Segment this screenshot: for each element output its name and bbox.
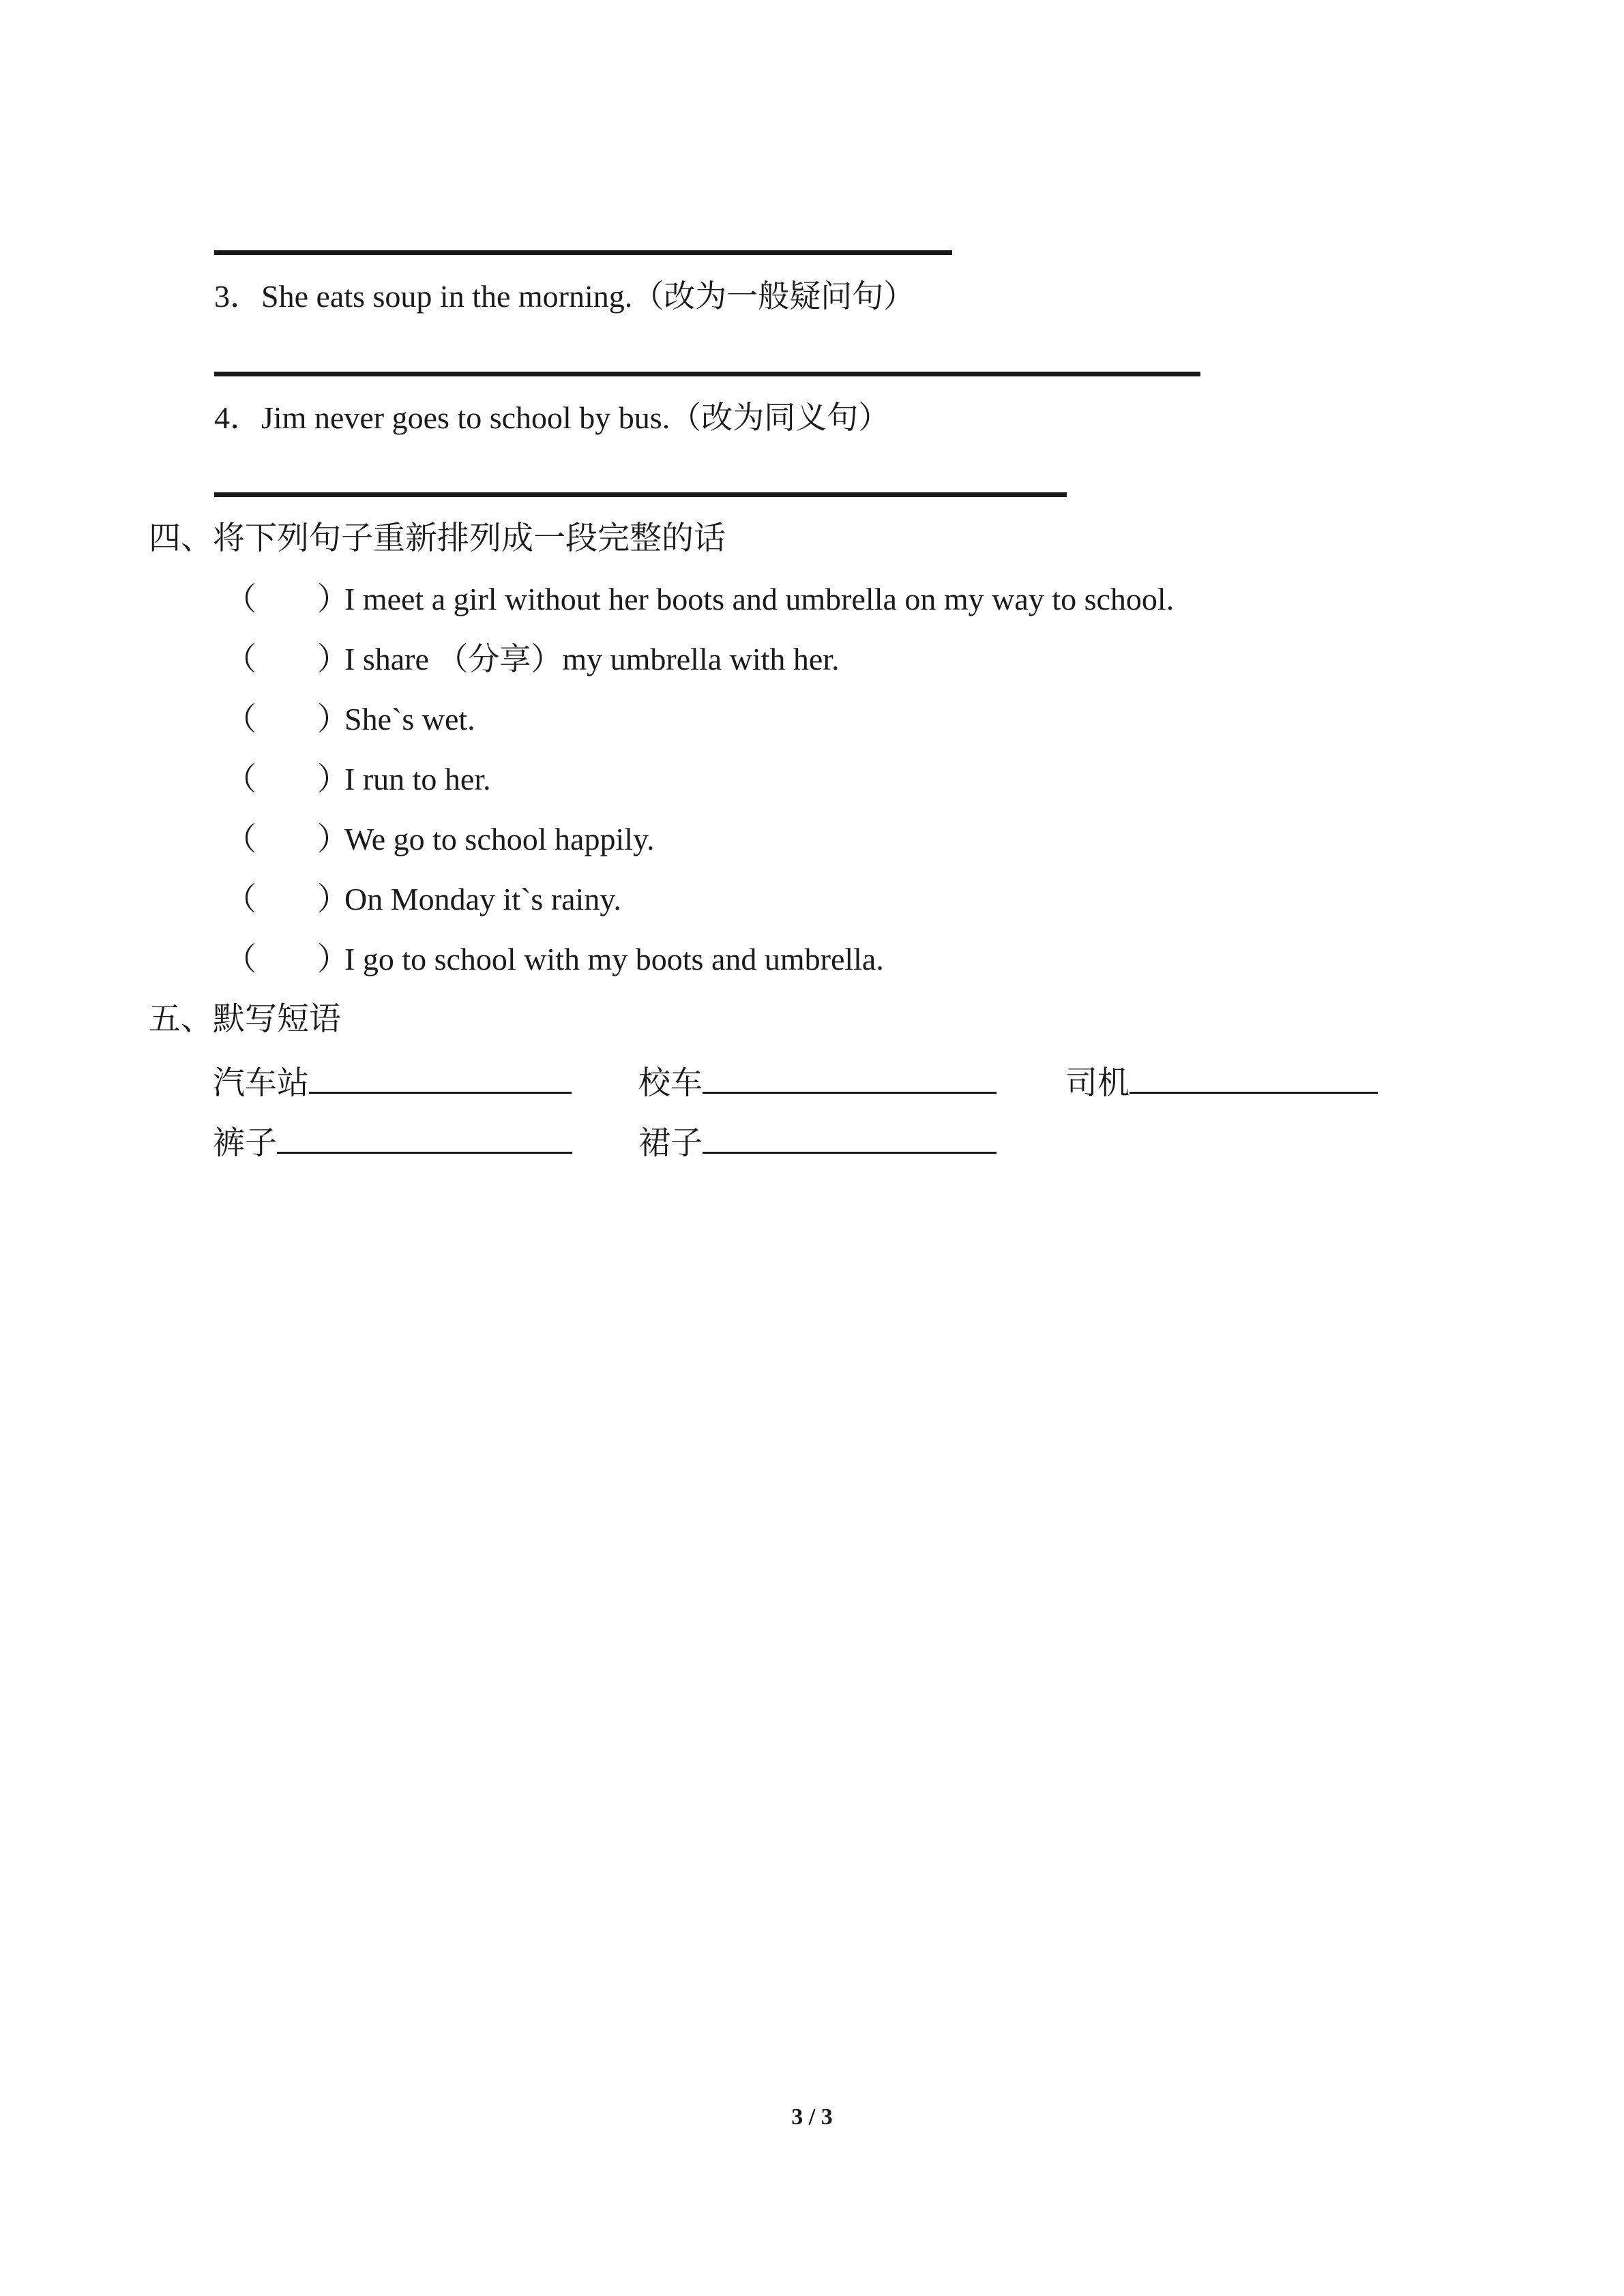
order-item — [225, 579, 1174, 620]
phrase-item — [638, 1059, 996, 1104]
order-item — [225, 759, 491, 800]
section-4-heading: 四、将下列句子重新排列成一段完整的话 — [149, 521, 726, 556]
phrase-item — [213, 1059, 572, 1104]
order-blank-close: ） — [317, 702, 349, 736]
order-blank-open: （ — [225, 642, 256, 676]
answer-line-3 — [214, 372, 1200, 376]
order-sentence: I meet a girl without her boots and umbrella on my way to school. — [344, 582, 1175, 616]
phrase-label: 司机 — [1065, 1066, 1130, 1101]
phrase-label: 裤子 — [213, 1126, 277, 1161]
phrase-item — [638, 1119, 996, 1164]
order-item — [225, 939, 884, 980]
question-4: 4．Jim never goes to school by bus.（改为同义句） — [214, 400, 890, 435]
phrase-blank — [1130, 1059, 1378, 1094]
phrase-blank — [703, 1119, 996, 1154]
order-sentence: We go to school happily. — [344, 822, 655, 856]
phrase-blank — [309, 1059, 572, 1094]
phrase-item — [1065, 1059, 1378, 1104]
answer-line-4 — [214, 492, 1067, 497]
order-blank-open: （ — [225, 582, 256, 616]
order-blank-open: （ — [225, 762, 256, 796]
order-sentence: She`s wet. — [344, 702, 475, 736]
order-blank-close: ） — [317, 642, 349, 676]
order-item — [225, 639, 840, 680]
phrase-blank — [703, 1059, 996, 1094]
order-item — [225, 879, 621, 920]
order-blank-open: （ — [225, 882, 256, 916]
order-blank-close: ） — [317, 882, 349, 916]
order-sentence: On Monday it`s rainy. — [344, 882, 621, 916]
phrase-label: 裙子 — [638, 1126, 703, 1161]
order-blank-open: （ — [225, 702, 256, 736]
order-blank-open: （ — [225, 822, 256, 856]
order-blank-close: ） — [317, 582, 349, 616]
order-blank-close: ） — [317, 762, 349, 796]
order-blank-open: （ — [225, 942, 256, 976]
page-number: 3 / 3 — [791, 2104, 833, 2130]
phrase-blank — [277, 1119, 572, 1154]
order-blank-close: ） — [317, 822, 349, 856]
order-sentence: I run to her. — [344, 762, 491, 796]
order-item — [225, 819, 655, 860]
answer-line-2 — [214, 250, 952, 255]
section-5-heading: 五、默写短语 — [149, 1002, 341, 1037]
order-sentence: I go to school with my boots and umbrella. — [344, 942, 884, 976]
phrase-label: 汽车站 — [213, 1066, 309, 1101]
phrase-item — [213, 1119, 572, 1164]
order-item — [225, 699, 475, 740]
question-3: 3．She eats soup in the morning.（改为一般疑问句） — [214, 279, 915, 314]
order-blank-close: ） — [317, 942, 349, 976]
phrase-label: 校车 — [638, 1066, 703, 1101]
order-sentence: I share （分享）my umbrella with her. — [344, 642, 840, 676]
